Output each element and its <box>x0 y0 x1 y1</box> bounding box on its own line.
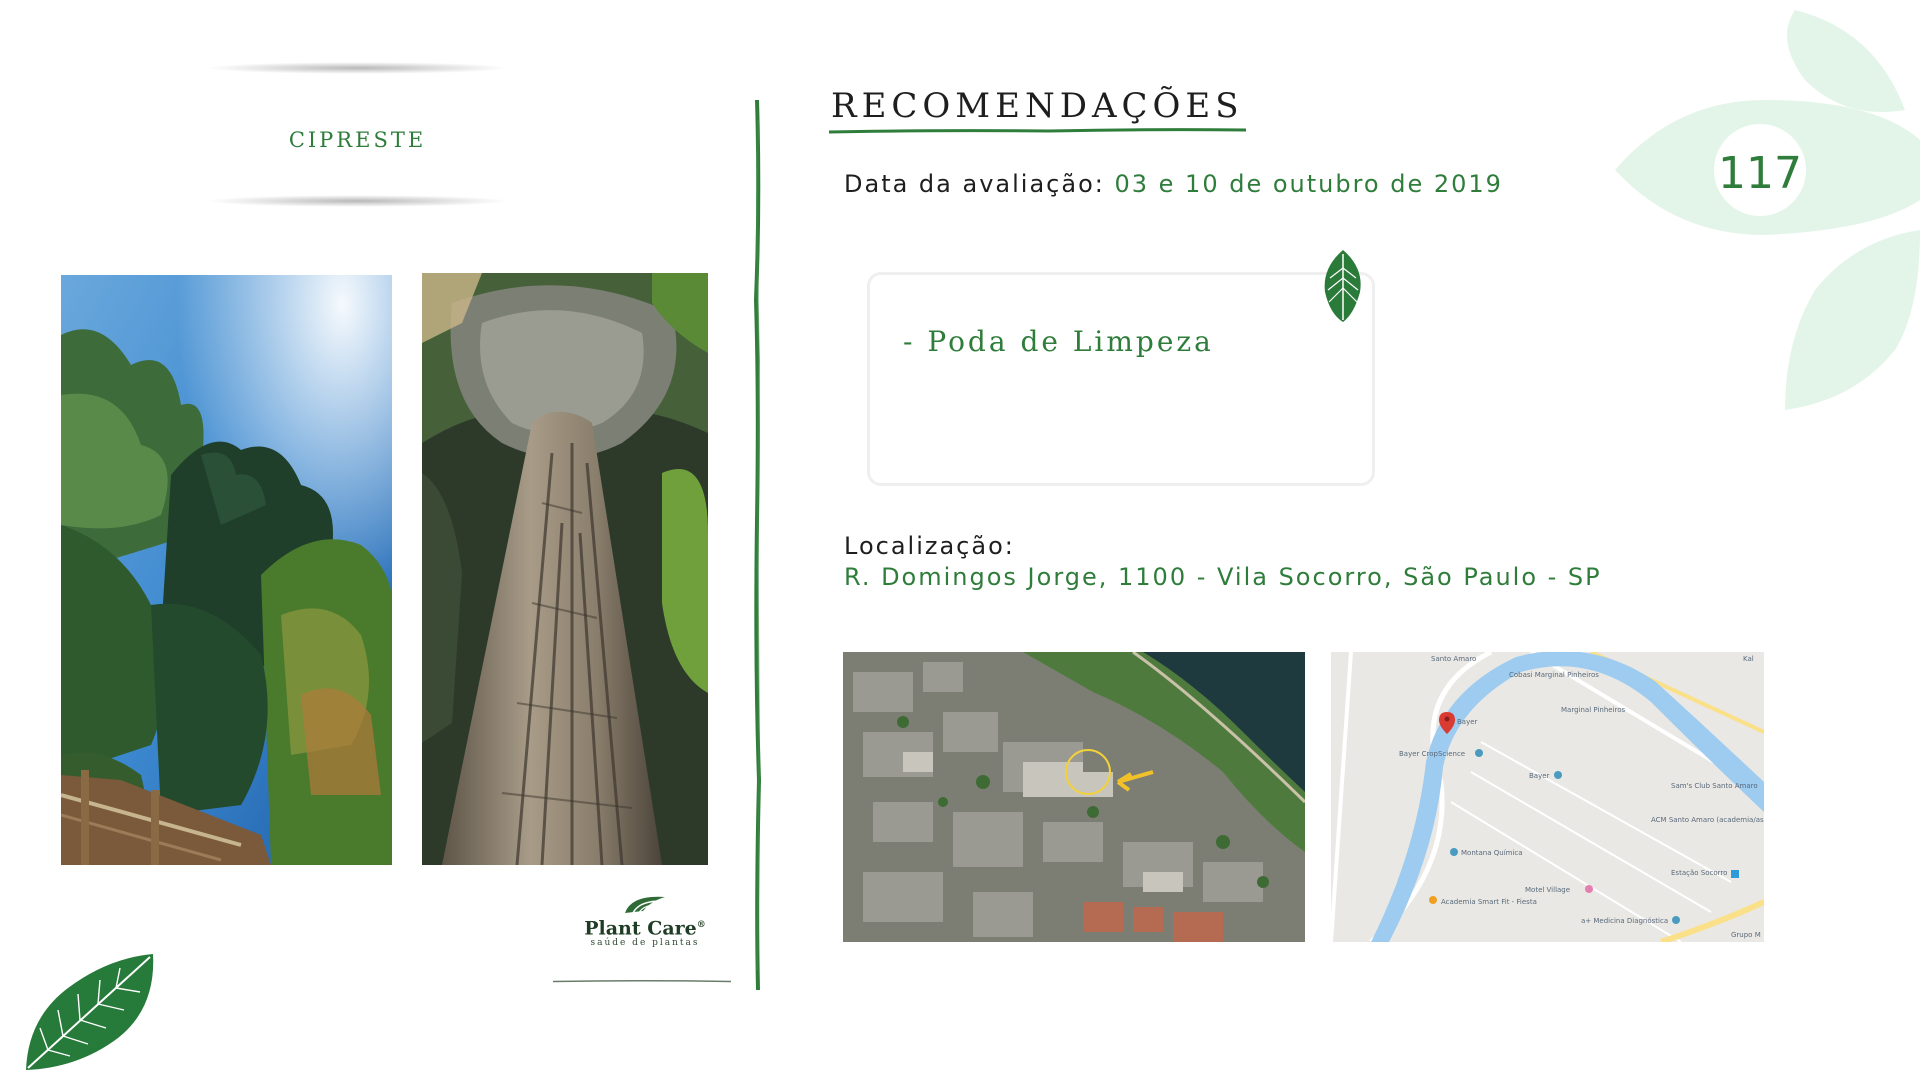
map-label-motel: Motel Village <box>1525 886 1571 894</box>
satellite-map <box>843 652 1305 942</box>
street-map <box>1331 652 1764 942</box>
logo-name-text: Plant Care <box>584 917 697 940</box>
logo-name <box>580 915 710 938</box>
logo-registered: ® <box>696 920 706 930</box>
map-label-academia: Academia Smart Fit - Fiesta <box>1441 898 1537 906</box>
evaluation-date-value: 03 e 10 de outubro de 2019 <box>1114 170 1503 198</box>
location-label: Localização: <box>844 532 1015 560</box>
recommendation-item: - Poda de Limpeza <box>903 325 1214 358</box>
vertical-divider <box>750 100 766 990</box>
map-label-santo-amaro: Santo Amaro <box>1431 655 1477 663</box>
title-card-shadow-bottom <box>205 195 510 207</box>
location-address: R. Domingos Jorge, 1100 - Vila Socorro, São Paulo - SP <box>844 563 1602 591</box>
map-label-bayer-crop: Bayer CropScience <box>1399 750 1466 758</box>
species-name: CIPRESTE <box>288 128 427 152</box>
map-label-marginal: Marginal Pinheiros <box>1561 706 1626 714</box>
leaf-logo-icon <box>621 893 669 915</box>
map-label-acm: ACM Santo Amaro (academia/as <box>1651 816 1764 824</box>
decorative-leaves <box>1615 0 1920 420</box>
map-label-grupo: Grupo M <box>1731 931 1761 939</box>
map-label-bayer: Bayer <box>1529 772 1550 780</box>
map-label-bayer-pin: Bayer <box>1457 718 1478 726</box>
map-label-medicina: a+ Medicina Diagnóstica <box>1581 917 1669 925</box>
evaluation-date-label: Data da avaliação: <box>844 170 1105 198</box>
heading-underline <box>829 127 1246 135</box>
species-title-card <box>205 62 510 207</box>
cypress-trunk-photo <box>422 273 708 865</box>
leaf-icon <box>18 948 158 1074</box>
cypress-canopy-photo <box>61 275 392 865</box>
recommendation-box <box>867 272 1375 486</box>
evaluation-date-row <box>844 170 1503 198</box>
plant-care-logo <box>580 893 710 953</box>
map-label-montana: Montana Química <box>1461 849 1523 857</box>
logo-tagline: saúde de plantas <box>590 938 700 949</box>
map-label-cobasi: Cobasi Marginal Pinheiros <box>1509 671 1599 679</box>
map-label-estacao: Estação Socorro <box>1671 869 1728 877</box>
page-number: 117 <box>1718 148 1802 199</box>
recommendations-heading: RECOMENDAÇÕES <box>831 86 1244 126</box>
map-label-sams: Sam's Club Santo Amaro <box>1671 782 1758 790</box>
title-card-shadow-top <box>205 62 510 74</box>
leaf-icon <box>1320 248 1366 324</box>
map-label-kal: Kal <box>1743 655 1754 663</box>
logo-underline <box>553 980 731 983</box>
